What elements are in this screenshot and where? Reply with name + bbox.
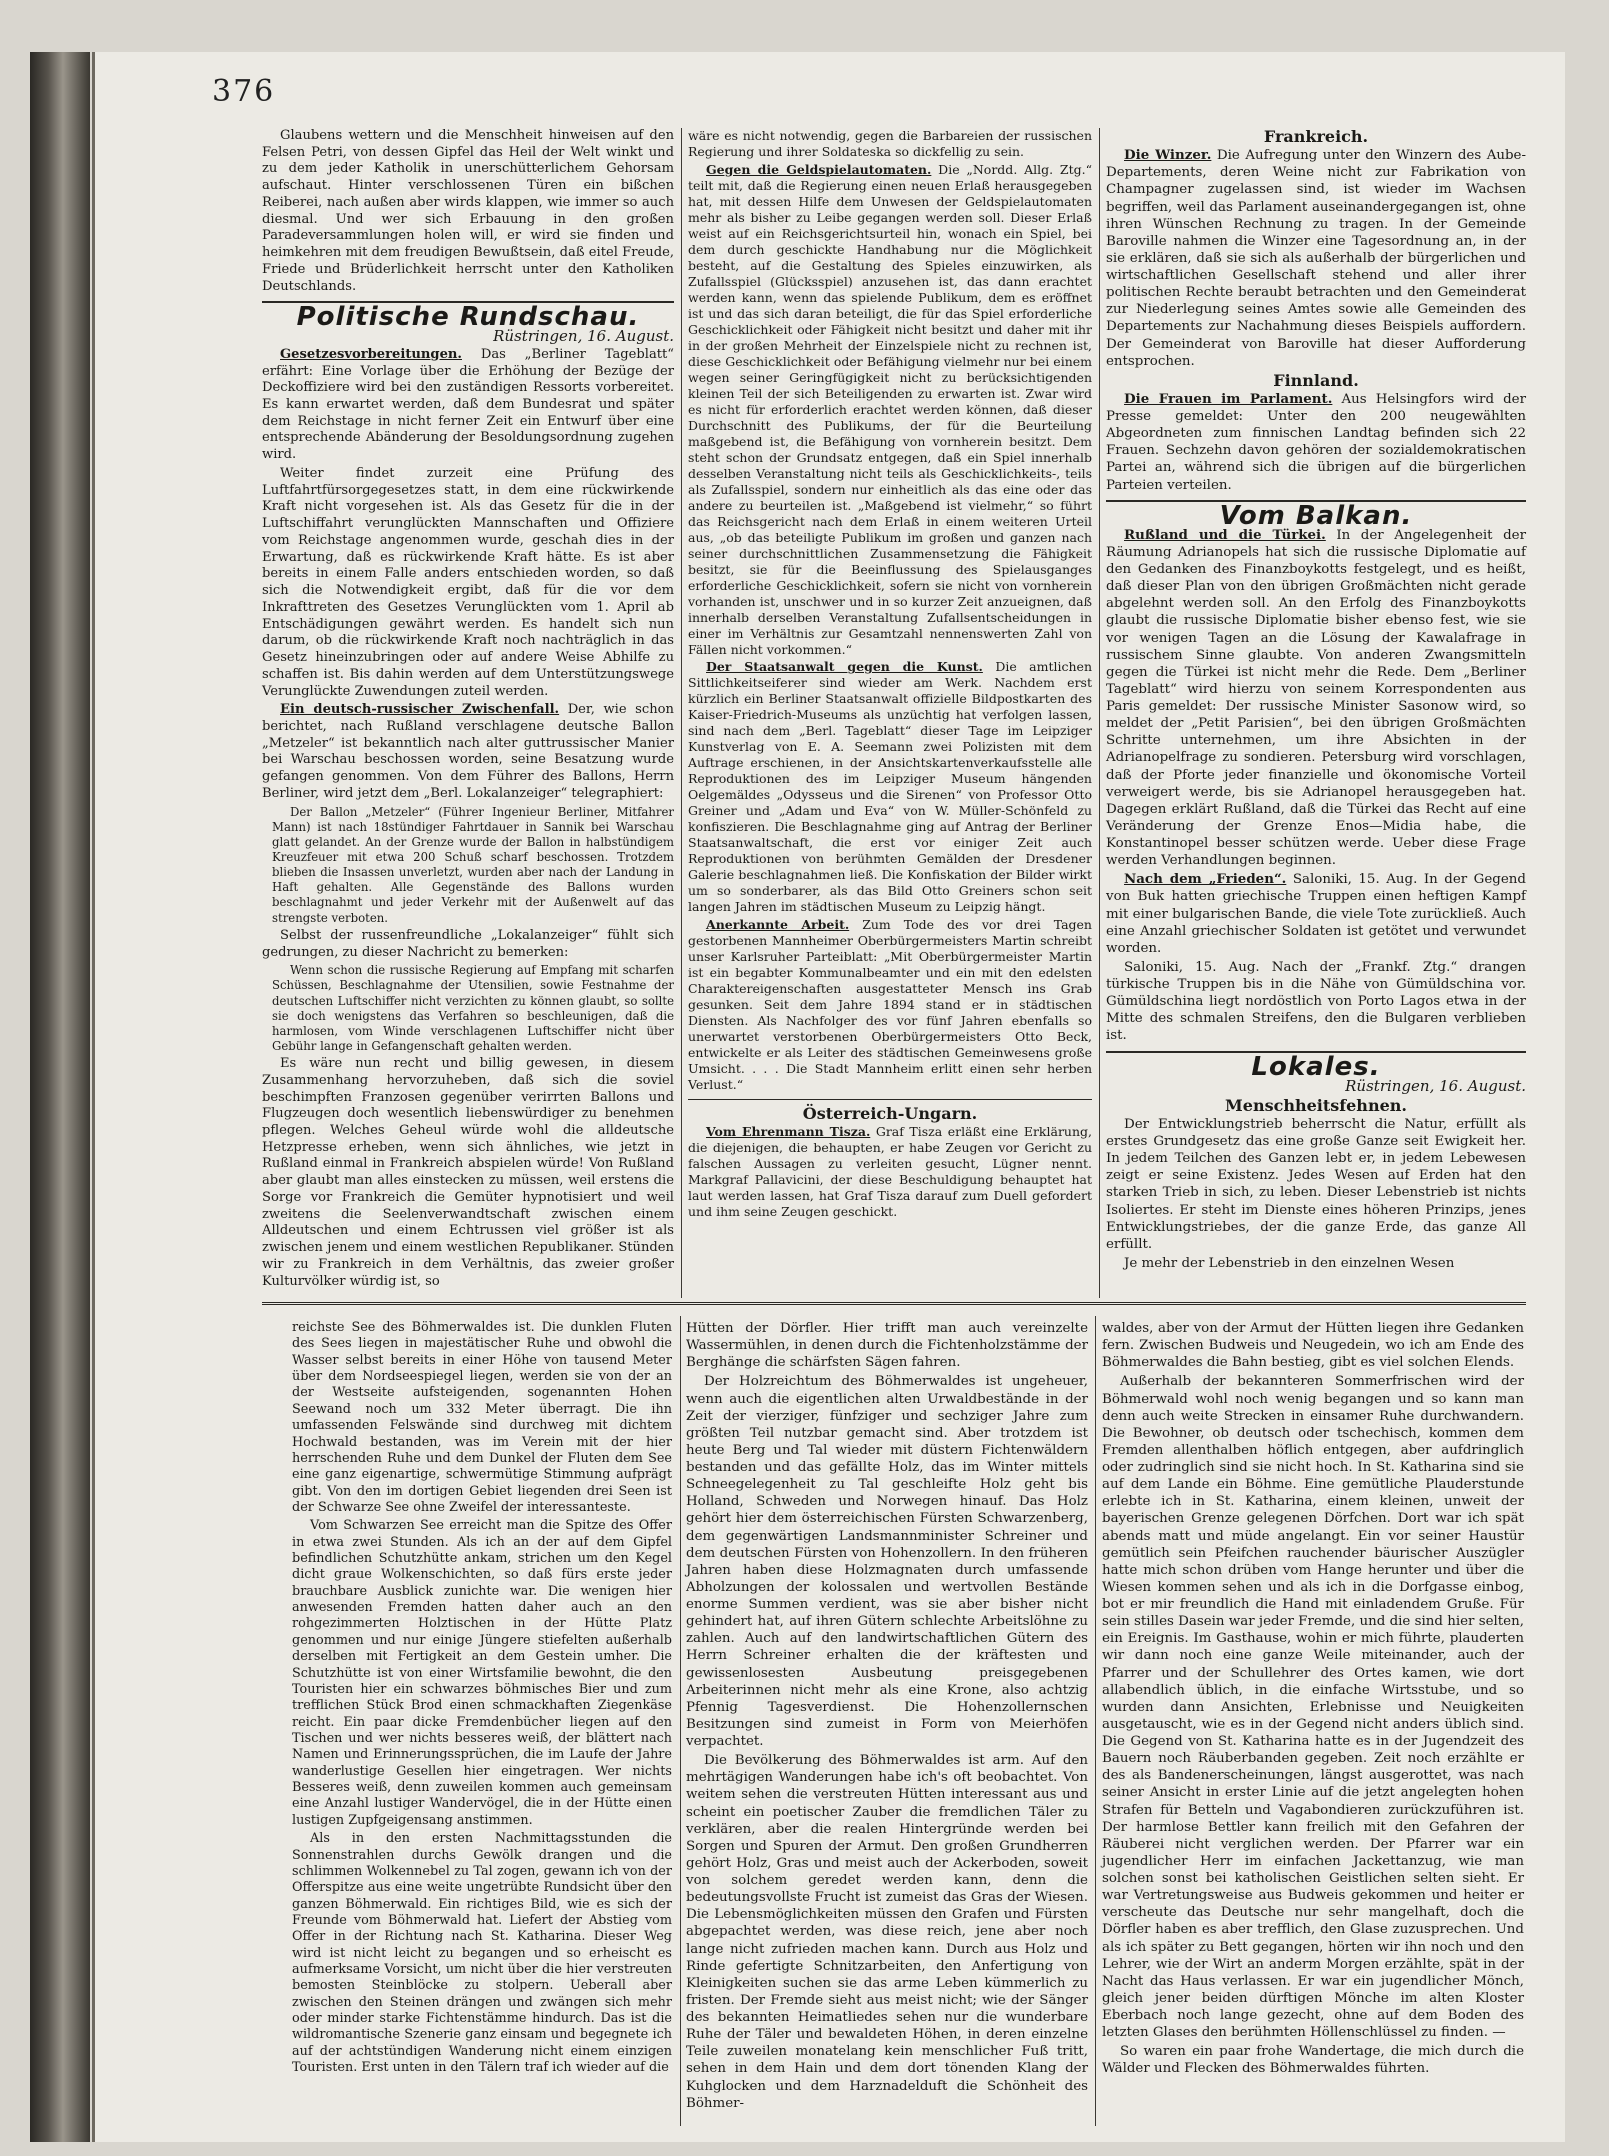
article-text: Die Winzer. Die Aufregung unter den Winzern des Aube-Departements, deren Weine nicht zur Fabrikation von Champagner zugelassen sind, ist wieder im Wachsen begriffen, weil das Parlament auseinandergegangen ist, ohne ihren Wünschen Rechnung zu tragen. In der Gemeinde Baroville nahmen die Winzer eine Tagesordnung an, in der sie erklären, daß sie sich als außerhalb der bürgerlichen und wirtschaftlichen Gesellschaft stehend und aller ihrer politischen Rechte beraubt betrachten und den Gemeinderat zur Niederlegung seines Amtes sowie alle Gemeinden des Departements zur Nachahmung dieses Beispiels auffordern. Der Gemeinderat von Baroville hat dieser Aufforderung entsprochen. (1106, 147, 1527, 369)
feuilleton-text: Außerhalb der bekannteren Sommerfrischen wird der Böhmerwald wohl noch wenig begangen und so kann man denn auch weite Strecken in einsamer Ruhe durchwandern. Die Bewohner, ob deutsch oder tschechisch, kommen dem Fremden allenthalben höflich entgegen, aber aufdringlich oder zudringlich sind sie nicht hoch. In St. Katharina sind sie auf dem Lande ein Böhme. Eine gemütliche Plauderstunde erlebte ich in St. Katharina, einem kleinen, unweit der bayerischen Grenze gelegenen Dörfchen. Dort war ich spät abends matt und müde angelangt. Ein vor seiner Haustür gemütlich sein Pfeifchen rauchender bäurischer Auszügler hatte mich schon drüben vom Hange herunter und über die Wiesen kommen sehen und als ich in die Dorfgasse einbog, bot er mir freundlich die Hand mit einladendem Gruße. Für sein stilles Dasein war jeder Fremde, und die sind hier selten, ein Ereignis. Im Gasthause, wohin er mich führte, plauderten wir dann noch eine ganze Weile miteinander, auch der Pfarrer und der Schullehrer des Ortes kamen, wie dort allabendlich üblich, in die einfache Wirtsstube, und so wurden dann Ansichten, Erlebnisse und Neuigkeiten ausgetauscht, wie es in der Gegend nicht anders üblich sind. Die Gegend von St. Katharina hatte es in der Jugendzeit des Bauern noch Räuberbanden gegeben. Zeit noch erzählte er des als Bandenerscheinungen, längst ausgerottet, was nach seiner Ansicht in erster Linie auf die jetzt angelegten hohen Strafen für Betteln und Vagabondieren zurückzuführen ist. Der harmlose Bettler kann freilich mit den Gefahren der Räuberei nicht verglichen werden. Der Pfarrer war ein jugendlicher Herr im einfachen Jackettanzug, wie man solchen sonst bei katholischen Geistlichen selten sieht. Er war Vertretungsweise aus Budweis gekommen und heiter er verscheute das Deutsche nur sehr mangelhaft, doch die Dörfler haben es aber trefflich, den Glase zuzusprechen. Und als ich später zu Bett gegangen, hörten wir ihn noch und den Lehrer, wie der Wirt an anderm Morgen erzählte, spät in der Nacht das Haus verlassen. Er war ein jugendlicher Mönch, gleich jener beiden dürftigen Mönche im alten Kloster Eberbach noch lange gezecht, ohne auf dem Boden des letzten Glases den berühmten Höllenschlüssel zu finden. — (1102, 1374, 1524, 2041)
article-text: Die Frauen im Parlament. Aus Helsingfors wird der Presse gemeldet: Unter den 200 neugewählten Abgeordneten zum finnischen Landtag befinden sich 22 Frauen. Sechzehn davon gehören der sozialdemokratischen Partei an, während sich die übrigen auf die bürgerlichen Parteien verteilen. (1106, 390, 1526, 493)
column-3 (1106, 128, 1526, 1274)
article-keyword: Die Winzer. (1124, 147, 1212, 164)
page-number: 376 (212, 74, 276, 109)
feuilleton-column-3 (1102, 1320, 1524, 2080)
article-text: Gesetzesvorbereitungen. Das „Berliner Tageblatt“ erfährt: Eine Vorlage über die Erhöhung der Bezüge der Deckoffiziere wird bei den zuständigen Ressorts vorbereitet. Es kann erwartet werden, daß dem Bundesrat und später dem Reichstage in nicht ferner Zeit ein Entwurf über eine entsprechende Abänderung der Besoldungsordnung zugehen wird. (262, 346, 674, 463)
section-rule (688, 1099, 1092, 1100)
article-text: Es wäre nun recht und billig gewesen, in diesem Zusammenhang hervorzuheben, daß sich die soviel beschimpften Franzosen gegenüber verirrten Ballons und Flugzeugen doch wesentlich liebenswürdiger zu benehmen pflegen. Welches Geheul würde wohl die alldeutsche Hetzpresse erheben, wenn sich ähnliches, wie jetzt in Rußland einmal in Frankreich abspielen würde! Von Rußland aber glaubt man alles einstecken zu müssen, weil erstens die Sorge vor Frankreich die Gemüter hypnotisiert und weil zweitens die Seelenverwandtschaft zwischen einem Alldeutschen und einem Echtrussen viel größer ist als zwischen jenem und einem westlichen Republikaner. Stünden wir zu Frankreich in dem Verhältnis, das zweier großer Kulturvölker würdig ist, so (262, 1056, 674, 1289)
article-text: Saloniki, 15. Aug. Nach der „Frankf. Ztg.“ drangen türkische Truppen bis in die Nähe von Gümüldschina vor. Gümüldschina liegt nordöstlich von Porto Lagos etwa in der Mitte des schmalen Streifens, den die Bulgaren verblieben ist. (1106, 959, 1526, 1044)
section-heading: Lokales. (1251, 1051, 1381, 1082)
column-1 (262, 128, 674, 1292)
article-keyword: Rußland und die Türkei. (1124, 526, 1326, 543)
article-text: Rußland und die Türkei. In der Angelegenheit der Räumung Adrianopels hat sich die russische Diplomatie auf den Gedanken des Finanzboykotts festgelegt, und es heißt, daß dieser Plan von den übrigen Großmächten nicht gerade abgelehnt werden soll. An den Erfolg des Finanzboykotts glaubt die russische Diplomatie bisher ebenso fest, wie sie vor wenigen Tagen an die Lösung der Kawalafrage in russischem Sinne glaubte. Von anderen Zwangsmitteln gegen die Türkei ist nicht mehr die Rede. Dem „Berliner Tageblatt“ wird hierzu von seinem Korrespondenten aus Paris gemeldet: Der russische Minister Sasonow wird, so meldet der „Petit Parisien“, bei den übrigen Großmächten Schritte unternehmen, um ihre Absichten in der Adrianopelfrage zu sondieren. Petersburg wird vorschlagen, daß der Pforte jeder finanzielle und ökonomische Vorteil verweigert werde, bis sie Adrianopel herausgegeben hat. Dagegen erklärt Rußland, daß die Türkei das Recht auf eine Veränderung der Grenze Enos—Midia habe, die Konstantinopel besser schützen werde. Ueber diese Frage werden Verhandlungen beginnen. (1106, 526, 1526, 869)
article-text: wäre es nicht notwendig, gegen die Barbareien der russischen Regierung und ihrer Soldateska so dickfellig zu sein. (688, 128, 1092, 159)
feuilleton-column-1 (292, 1320, 672, 2079)
feuilleton-text: Der Holzreichtum des Böhmerwaldes ist ungeheuer, wenn auch die eigentlichen alten Urwaldbestände in der Zeit der vierziger, fünfziger und sechziger Jahre zum größten Teil nutzbar gemacht sind. Aber trotzdem ist heute Berg und Tal wieder mit düstern Fichtenwäldern bestanden und das gefällte Holz, das im Winter mittels Schneegelegenheit zu Tal geschleifte Holz geht bis Holland, Schweden und Norwegen hinauf. Das Holz gehört hier dem österreichischen Fürsten Schwarzenberg, dem gegenwärtigen Landsmannminister Schreiner und dem deutschen Fürsten von Hohenzollern. In den früheren Jahren haben diese Holzmagnaten durch umfassende Abholzungen der kolossalen und wertvollen Bestände enorme Summen verdient, was sie aber bisher nicht gehindert hat, auf ihren Gütern schlechte Arbeitslöhne zu zahlen. Auch auf den landwirtschaftlichen Gütern des Herrn Schreiner erhalten die der kräftesten und gewissenlosesten Ausbeutung preisgegebenen Arbeiterinnen nicht mehr als eine Krone, also achtzig Pfennig Tagesverdienst. Die Hohenzollernschen Besitzungen sind zumeist in Form von Meierhöfen verpachtet. (686, 1374, 1088, 1749)
article-keyword: Vom Ehrenmann Tisza. (706, 1124, 871, 1140)
article-title: Menschheitsfehnen. (1225, 1095, 1407, 1115)
article-text: Weiter findet zurzeit eine Prüfung des Luftfahrtfürsorgegesetzes statt, in dem eine rückwirkende Kraft nicht vorgesehen ist. Als das Gesetz für die in der Luftschiffahrt verunglückten Mannschaften und Offiziere vom Reichstage angenommen wurde, geschah dies in der Erwartung, daß es rückwirkende Kraft hätte. Es ist aber bereits in einem Falle anders entschieden worden, so daß sich die Notwendigkeit ergibt, daß für die vor dem Inkrafttreten des Gesetzes Verunglückten vom 1. April ab Entschädigungen gewährt werden. Es handelt sich nun darum, ob die rückwirkende Kraft noch nachträglich in das Gesetz hineinzubringen oder auf andere Weise Abhilfe zu schaffen ist. Bis dahin werden auf dem Unterstützungswege Verunglückte Zuwendungen zuteil werden. (262, 465, 674, 699)
article-keyword: Gesetzesvorbereitungen. (280, 346, 462, 362)
column-divider (1095, 1316, 1096, 2126)
feuilleton-text: reichste See des Böhmerwaldes ist. Die dunklen Fluten des Sees liegen in majestätischer Ruhe und obwohl die Wasser selbst bereits in einer Höhe von tausend Meter über dem Nordseespiegel liegen, werden sie von der an der Westseite aufsteigenden, sogenannten Hohen Seewand noch um 332 Meter überragt. Die ihn umfassenden Felswände sind durchweg mit dichtem Hochwald bestanden, was im Verein mit der hier herrschenden Ruhe und dem Dunkel der Fluten dem See eine ganz eigenartige, schwermütige Stimmung aufprägt gibt. Von den im dortigen Gebiet liegenden drei Seen ist der Schwarze See ohne Zweifel der interessanteste. (292, 1320, 672, 1515)
section-heading: Politische Rundschau. (296, 302, 640, 333)
feuilleton-divider (262, 1302, 1526, 1305)
article-keyword: Der Staatsanwalt gegen die Kunst. (706, 659, 983, 675)
article-keyword: Anerkannte Arbeit. (706, 917, 850, 933)
feuilleton-text: Als in den ersten Nachmittagsstunden die Sonnenstrahlen durchs Gewölk drangen und die schlimmen Wolkennebel zu Tal zogen, gewann ich von der Offerspitze aus eine weite ungetrübte Rundsicht über den ganzen Böhmerwald. Ein richtiges Bild, wie es sich der Freunde vom Böhmerwald hat. Liefert der Abstieg vom Offer in der Richtung nach St. Katharina. Dieser Weg wird ist nicht leicht zu begangen und so erheischt es aufmerksame Vorsicht, um nicht über die hier verstreuten bemosten Steinblöcke zu stolpern. Ueberall aber zwischen den Steinen drängen und zwängen sich mehr oder minder starke Fichtenstämme hindurch. Das ist die wildromantische Szenerie ganz einsam und begegnete ich auf der achtstündigen Wanderung nicht einem einzigen Touristen. Erst unten in den Tälern traf ich wieder auf die (292, 1831, 672, 2076)
article-keyword: Ein deutsch-russischer Zwischenfall. (280, 702, 560, 718)
column-divider (680, 1316, 681, 2126)
quoted-text: Wenn schon die russische Regierung auf Empfang mit scharfen Schüssen, Beschlagnahme der Utensilien, sowie Festnahme der deutschen Luftschiffer nicht verzichten zu können glaubt, so sollte sie doch wenigstens das Verfahren so beschleunigen, daß die harmlosen, vom Winde verschlagenen Luftschiffer nicht über Gebühr lange in Gefangenschaft gehalten werden. (272, 963, 674, 1053)
quoted-text: Der Ballon „Metzeler“ (Führer Ingenieur Berliner, Mitfahrer Mann) ist nach 18stündiger Fahrtdauer in Sannik bei Warschau glatt gelandet. An der Grenze wurde der Ballon in halbstündigem Kreuzfeuer mit etwa 200 Schuß scharf beschossen. Trotzdem blieben die Insassen unverletzt, wurden aber nach der Landung in Haft gehalten. Alle Gegenstände des Ballons wurden beschlagnahmt und jeder Verkehr mit der Außenwelt auf das strengste verboten. (272, 804, 674, 925)
feuilleton-text: Vom Schwarzen See erreicht man die Spitze des Offer in etwa zwei Stunden. Als ich an der auf dem Gipfel befindlichen Schutzhütte ankam, strichen um den Kegel dicht graue Wolkenschichten, so daß fürs erste jeder brauchbare Ausblick zunichte war. Die wenigen hier anwesenden Fremden hatten daher auch an den rohgezimmerten Holztischen in der Hütte Platz genommen und nur einige Jüngere stiefelten außerhalb derselben mit Fertigkeit an dem Gestein umher. Die Schutzhütte ist von einer Wirtsfamilie bewohnt, die den Touristen hier ein schwarzes böhmisches Bier und zum trefflichen Stück Brod einen schmackhaften Ziegenkäse reicht. Ein paar dicke Fremdenbücher liegen auf den Tischen und wer nichts besseres weiß, der blättert nach Namen und Erinnerungssprüchen, die im Laufe der Jahre wanderlustige Gesellen hier eingetragen. Wer nichts Besseres weiß, denn zuweilen kommen auch gemeinsam eine Anzahl lustiger Wandervögel, die in der Hütte einen lustigen Zupfgeigensang anstimmen. (292, 1518, 672, 1828)
section-heading: Vom Balkan. (1219, 500, 1413, 531)
section-heading: Frankreich. (1263, 127, 1369, 146)
column-divider (681, 128, 682, 1298)
feuilleton-text: Die Bevölkerung des Böhmerwaldes ist arm. Auf den mehrtägigen Wanderungen habe ich's oft beobachtet. Von weitem sehen die verstreuten Hütten interessant aus und scheint ein poetischer Zauber die fremdlichen Täler zu verklären, aber die realen Hintergründe werden bei Sorgen und Spuren der Armut. Den großen Grundherren gehört Holz, Gras und meist auch der Ackerboden, soweit von solchem geredet werden kann, denn die bedeutungsvollste Frucht ist zumeist das Gras der Wiesen. Die Lebensmöglichkeiten müssen den Grafen und Fürsten abgepachtet werden, was diese reich, jene aber noch lange nicht zufrieden machen kann. Durch aus Holz und Rinde gefertigte Schnitzarbeiten, den Anfertigung von Kleinigkeiten suchen sie das arme Leben kümmerlich zu fristen. Der Fremde sieht aus meist nicht; wie der Sänger des bekannten Heimatliedes sehen nur die wunderbare Ruhe der Täler und bewaldeten Höhen, in deren einzelne Teile zuweilen monatelang kein menschlicher Fuß tritt, sehen in dem Hain und dem dort tönenden Klang der Kuhglocken und dem Harznadelduft die Schönheit des Böhmer- (686, 1753, 1088, 2111)
article-text: Vom Ehrenmann Tisza. Graf Tisza erläßt eine Erklärung, die diejenigen, die behaupten, er habe Zeugen vor Gericht zu falschen Aussagen zu verleiten gesucht, Lügner nennt. Markgraf Pallavicini, der diese Beschuldigung behauptet hat laut werden lassen, hat Graf Tisza darauf zum Duell gefordert und ihm seine Zeugen geschickt. (688, 1124, 1092, 1219)
column-2 (688, 128, 1092, 1222)
article-text: Ein deutsch-russischer Zwischenfall. Der, wie schon berichtet, nach Rußland verschlagene deutsche Ballon „Metzeler“ ist bekanntlich nach alter guttrussischer Manier bei Warschau beschossen worden, seine Besatzung wurde gefangen genommen. Von dem Führer des Ballons, Herrn Berliner, wird jetzt dem „Berl. Lokalanzeiger“ telegraphiert: (262, 702, 674, 801)
article-keyword: Nach dem „Frieden“. (1124, 871, 1287, 888)
article-text: Gegen die Geldspielautomaten. Die „Nordd. Allg. Ztg.“ teilt mit, daß die Regierung einen neuen Erlaß herausgegeben hat, mit dessen Hilfe dem Unwesen der Geldspielautomaten mehr als bisher zu Leibe gegangen werden soll. Dieser Erlaß weist auf ein Reichsgerichtsurteil hin, wonach ein Spiel, bei dem durch geschickte Handhabung nur die Möglichkeit besteht, auf die Gestaltung des Spieles einzuwirken, als Zufallsspiel (Glücksspiel) anzusehen ist, das dann erachtet werden kann, wenn das spielende Publikum, dem es eröffnet ist und das sich daran beteiligt, die für das Spiel erforderliche Geschicklichkeit oder Fähigkeit nicht besitzt und daher mit ihr in der großen Mehrheit der Einzelspiele nicht zu rechnen ist, diese Geschicklichkeit oder Befähigung vielmehr nur bei einem wegen seiner Geringfügigkeit nicht zu berücksichtigenden kleinen Teil der sich Beteiligenden zu erwarten ist. Zwar wird es nicht für erforderlich erachtet werden können, daß dieser Durchschnitt des Publikums, der für die Beurteilung maßgebend ist, die Befähigung von vornherein besitzt. Dem steht schon der Grundsatz entgegen, daß ein Spiel innerhalb desselben Veranstaltung nicht teils als Geschicklichkeits-, teils als Zufallsspiel, sondern nur einheitlich als das eine oder das andere zu beurteilen ist. „Maßgebend ist vielmehr,“ so führt das Reichsgericht nach dem Erlaß in einem weiteren Urteil aus, „ob das beteiligte Publikum im großen und ganzen nach seiner durchschnittlichen Zusammensetzung die Fähigkeit besitzt, sie für die Beeinflussung des Spielausganges erforderliche Geschicklichkeit, sofern sie nicht von vornherein vorhanden ist, unschwer und in so kurzer Zeit anzueignen, daß innerhalb derselben Veranstaltung Zufallsentscheidungen in einer im Verhältnis zur Gesamtzahl nennenswerten Zahl von Fällen nicht vorkommen.“ (688, 161, 1092, 657)
section-heading: Österreich-Ungarn. (802, 1104, 978, 1124)
dateline: Rüstringen, 16. August. (1345, 1076, 1526, 1095)
article-keyword: Die Frauen im Parlament. (1124, 390, 1333, 407)
feuilleton-column-2 (686, 1320, 1088, 2114)
column-divider (1099, 128, 1100, 1298)
article-text: Glaubens wettern und die Menschheit hinweisen auf den Felsen Petri, von dessen Gipfel das Heil der Welt winkt und zu dem jeder Katholik in unerschütterlichem Gehorsam aufschaut. Hinter verschlossenen Türen ein bißchen Reiberei, nach außen aber wirds klappen, wie immer so auch diesmal. Und wer sich Erbauung in den großen Paradeversammlungen holen will, er wird sie finden und heimkehren mit dem freudigen Bewußtsein, daß eitel Freude, Friede und Brüderlichkeit herrscht unter den Katholiken Deutschlands. (262, 128, 674, 294)
article-keyword: Gegen die Geldspielautomaten. (706, 161, 932, 177)
article-text: Anerkannte Arbeit. Zum Tode des vor drei Tagen gestorbenen Mannheimer Oberbürgermeisters Martin schreibt unser Karlsruher Parteiblatt: „Mit Oberbürgermeister Martin ist ein begabter Kommunalbeamter und ein mit den edelsten Charaktereigenschaften ausgestatteter Mensch ins Grab gesunken. Seit dem Jahre 1894 stand er in städtischen Diensten. Als Nachfolger des vor fünf Jahren ebenfalls so unerwartet verstorbenen Oberbürgermeisters Otto Beck, entwickelte er als Leiter des städtischen Gemeinwesens große Umsicht. . . . Die Stadt Mannheim erlitt einen sehr herben Verlust.“ (688, 917, 1092, 1093)
book-binding-shadow (30, 52, 90, 2142)
article-text: Der Entwicklungstrieb beherrscht die Natur, erfüllt als erstes Grundgesetz das eine große Ganze seit Ewigkeit her. In jedem Teilchen des Ganzen lebt er, in jedem Lebewesen zeigt er seine Existenz. Jedes Wesen auf Erden hat den starken Trieb in sich, zu leben. Dieser Lebenstrieb ist nichts Isoliertes. Er steht im Dienste eines höheren Prinzips, jenes Entwicklungstriebes, der die ganze Erde, das ganze All erfüllt. (1106, 1116, 1526, 1252)
dateline: Rüstringen, 16. August. (493, 327, 674, 346)
article-text: Selbst der russenfreundliche „Lokalanzeiger“ fühlt sich gedrungen, zu dieser Nachricht zu bemerken: (262, 927, 674, 960)
feuilleton-text: waldes, aber von der Armut der Hütten liegen ihre Gedanken fern. Zwischen Budweis und Neugedein, wo ich am Ende des Böhmerwaldes die Bahn bestieg, gibt es viel solchen Elends. (1102, 1321, 1524, 1371)
article-text: Nach dem „Frieden“. Saloniki, 15. Aug. In der Gegend von Buk hatten griechische Truppen einen heftigen Kampf mit einer bulgarischen Bande, die viele Tote zurückließ. Auch eine Anzahl griechischer Soldaten ist getötet und verwundet worden. (1106, 871, 1526, 956)
feuilleton-text: So waren ein paar frohe Wandertage, die mich durch die Wälder und Flecken des Böhmerwaldes führten. (1102, 2044, 1524, 2077)
article-text: Je mehr der Lebenstrieb in den einzelnen Wesen (1124, 1255, 1455, 1271)
feuilleton-text: Hütten der Dörfler. Hier trifft man auch vereinzelte Wassermühlen, in denen durch die Fichtenholzstämme der Berghänge die schärfsten Sägen fahren. (686, 1321, 1088, 1371)
section-heading: Finnland. (1273, 370, 1359, 390)
article-text: Der Staatsanwalt gegen die Kunst. Die amtlichen Sittlichkeitseiferer sind wieder am Werk. Nachdem erst kürzlich ein Berliner Staatsanwalt offizielle Bildpostkarten des Kaiser-Friedrich-Museums als unzüchtig hat verfolgen lassen, sind nach dem „Berl. Tageblatt“ dieser Tage im Leipziger Kunstverlag von E. A. Seemann zwei Polizisten mit dem Auftrage erschienen, in der Ansichtskartenverkaufsstelle alle Reproduktionen des im Leipziger Museum hängenden Oelgemäldes „Odysseus und die Sirenen“ von Professor Otto Greiner und „Adam und Eva“ von W. Müller-Schönfeld zu konfiszieren. Die Beschlagnahme ging auf Antrag der Berliner Staatsanwaltschaft, die erst vor einiger Zeit auch Reproduktionen von berühmten Gemälden der Dresdener Galerie beschlagnahmen ließ. Die Konfiskation der Bilder wirkt um so sonderbarer, als das Bild Otto Greiners schon seit langen Jahren im städtischen Museum zu Leipzig hängt. (688, 659, 1092, 915)
